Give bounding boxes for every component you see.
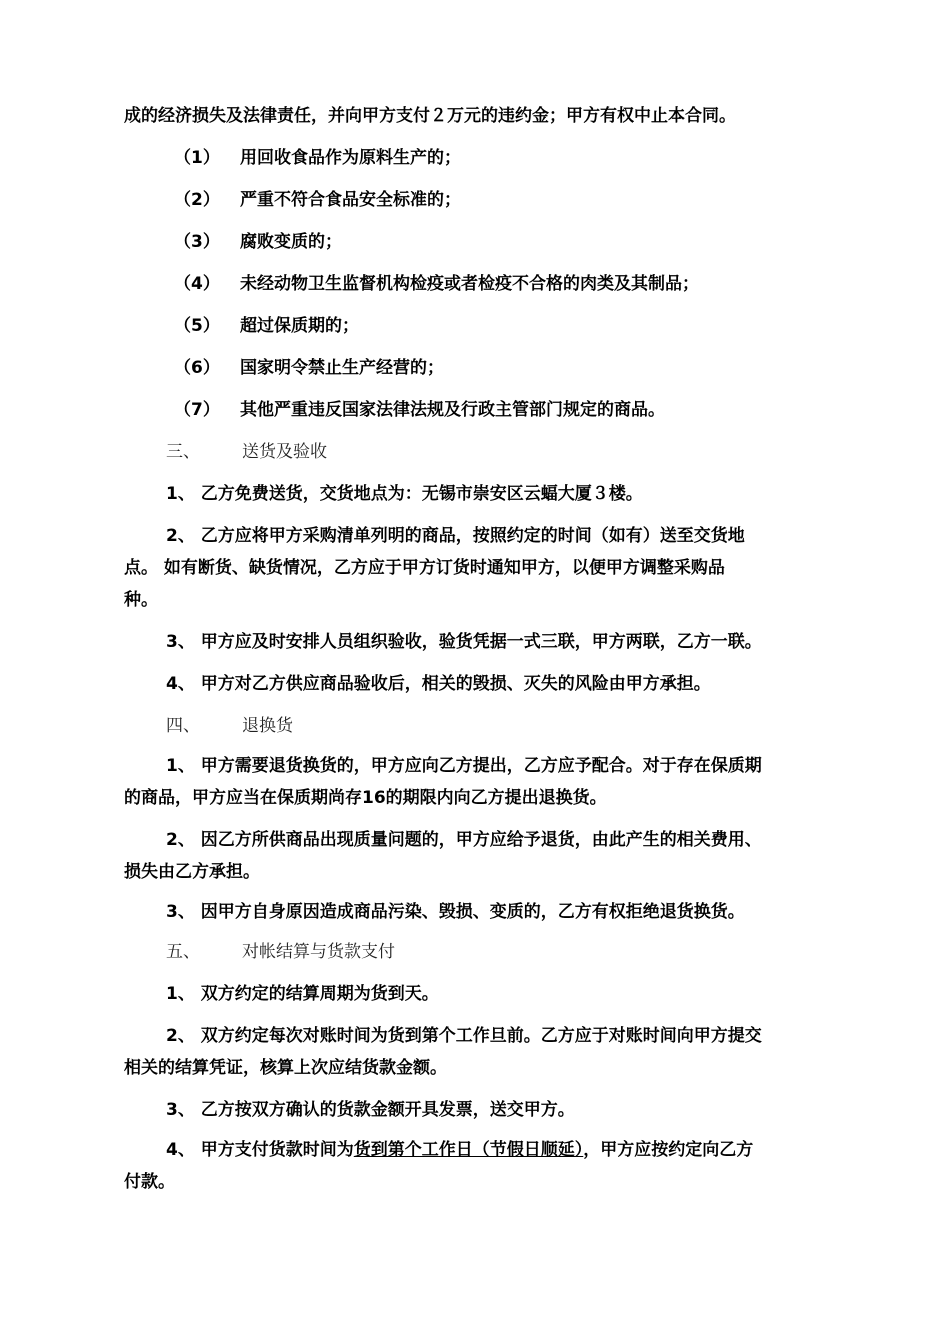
paragraph-line: 种。 <box>124 590 158 610</box>
list-item <box>174 398 665 422</box>
item-text: 未经动物卫生监督机构检疫或者检疫不合格的肉类及其制品； <box>240 274 699 294</box>
item-number: （2） <box>174 190 220 210</box>
item-number: （4） <box>174 274 220 294</box>
paragraph: 3、 因甲方自身原因造成商品污染、毁损、变质的，乙方有权拒绝退货换货。 <box>166 902 745 922</box>
section-heading <box>166 940 395 964</box>
paragraph: 1、 乙方免费送货，交货地点为：无锡市崇安区云蝠大厦３楼。 <box>166 484 643 504</box>
item-text: 超过保质期的； <box>240 316 359 336</box>
paragraph-line <box>166 1138 753 1162</box>
item-text: 国家明令禁止生产经营的； <box>240 358 444 378</box>
paragraph-line: 2、 乙方应将甲方采购清单列明的商品，按照约定的时间（如有）送至交货地 <box>166 526 745 546</box>
section-number: 五、 <box>166 942 200 962</box>
paragraph-line: 付款。 <box>124 1172 175 1192</box>
intro-tail: 成的经济损失及法律责任，并向甲方支付２万元的违约金；甲方有权中止本合同。 <box>124 106 736 126</box>
item-text: 严重不符合食品安全标准的； <box>240 190 461 210</box>
paragraph: 4、 甲方对乙方供应商品验收后，相关的毁损、灭失的风险由甲方承担。 <box>166 674 711 694</box>
payment-text-pre: 4、 甲方支付货款时间为 <box>166 1140 354 1160</box>
list-item <box>174 188 461 212</box>
item-text: 腐败变质的； <box>240 232 342 252</box>
paragraph-line: 2、 因乙方所供商品出现质量问题的，甲方应给予退货，由此产生的相关费用、 <box>166 830 762 850</box>
item-text: 其他严重违反国家法律法规及行政主管部门规定的商品。 <box>240 400 665 420</box>
section-heading <box>166 440 327 464</box>
list-item <box>174 356 444 380</box>
list-item <box>174 314 359 338</box>
section-number: 四、 <box>166 716 200 736</box>
section-number: 三、 <box>166 442 200 462</box>
list-item <box>174 146 461 170</box>
paragraph: 3、 乙方按双方确认的货款金额开具发票，送交甲方。 <box>166 1100 575 1120</box>
payment-terms-underlined: 货到第个工作日（节假日顺延） <box>353 1140 584 1160</box>
paragraph-line: 的商品，甲方应当在保质期尚存16的期限内向乙方提出退换货。 <box>124 788 607 808</box>
paragraph-line: 2、 双方约定每次对账时间为货到第个工作旦前。乙方应于对账时间向甲方提交 <box>166 1026 762 1046</box>
paragraph-line: 点。 如有断货、缺货情况，乙方应于甲方订货时通知甲方，以便甲方调整采购品 <box>124 558 725 578</box>
list-item <box>174 272 699 296</box>
section-title: 送货及验收 <box>242 442 327 462</box>
item-text: 用回收食品作为原料生产的； <box>240 148 461 168</box>
item-number: （1） <box>174 148 220 168</box>
section-title: 退换货 <box>242 716 293 736</box>
paragraph-line: 损失由乙方承担。 <box>124 862 260 882</box>
item-number: （6） <box>174 358 220 378</box>
section-heading <box>166 714 293 738</box>
list-item <box>174 230 342 254</box>
payment-text-post: ，甲方应按约定向乙方 <box>583 1140 754 1160</box>
item-number: （3） <box>174 232 220 252</box>
paragraph: 3、 甲方应及时安排人员组织验收，验货凭据一式三联，甲方两联，乙方一联。 <box>166 632 762 652</box>
section-title: 对帐结算与货款支付 <box>242 942 395 962</box>
paragraph-line: 相关的结算凭证，核算上次应结货款金额。 <box>124 1058 447 1078</box>
paragraph: 1、 双方约定的结算周期为货到天。 <box>166 984 439 1004</box>
paragraph-line: 1、 甲方需要退货换货的，甲方应向乙方提出，乙方应予配合。对于存在保质期 <box>166 756 762 776</box>
item-number: （7） <box>174 400 220 420</box>
item-number: （5） <box>174 316 220 336</box>
